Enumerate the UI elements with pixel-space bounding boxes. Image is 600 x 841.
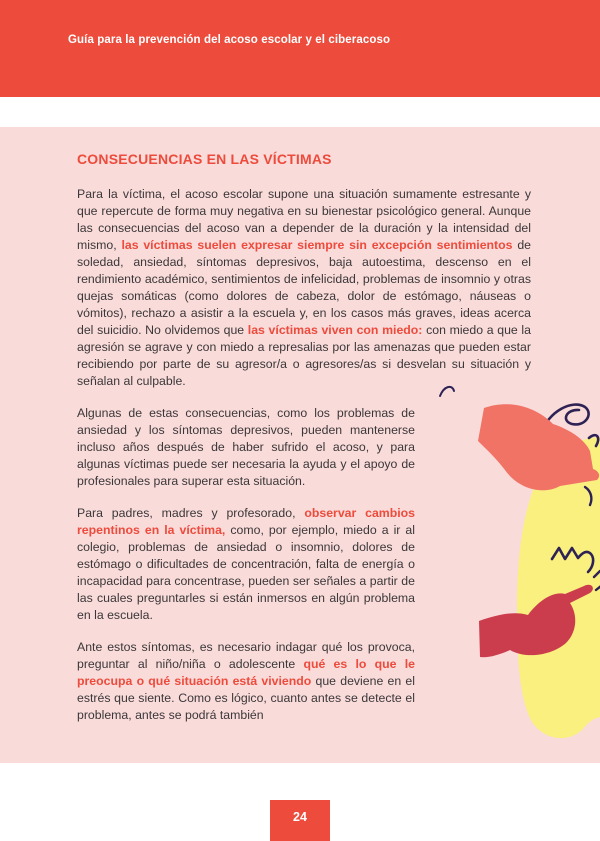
body-text: como, por ejemplo, miedo a ir al colegio, problemas de ansiedad o insomnio, dolores de estómago o dificultades de concentración, falta de energía o incapacidad para concentrase, pueden ser señales a partir de las cuales preguntarles si están inmersos en algún problema en la escuela.: [77, 523, 415, 622]
header-band: [0, 0, 600, 97]
paragraph-1: [77, 186, 531, 390]
page-number: 24: [293, 810, 307, 824]
body-text: de soledad, ansiedad, síntomas depresivos, baja autoestima, descenso en el rendimiento académico, sentimientos de infelicidad, problemas de insomnio y otras quejas somáticas (como dolores de cabeza, dolor de estómago, náuseas o vómitos), rechazo a asistir a la escuela y, en los casos más graves, ideas acerca del suicidio. No olvidemos que: [77, 238, 531, 337]
highlighted-text: las víctimas viven con miedo:: [247, 323, 423, 337]
content-panel: [0, 127, 600, 763]
paragraph-4: [77, 639, 415, 724]
highlighted-text: las víctimas suelen expresar siempre sin excepción sentimientos: [121, 238, 513, 252]
body-text: Algunas de estas consecuencias, como los problemas de ansiedad y los síntomas depresivos, pueden mantenerse incluso años después de haber sufrido el acoso, y para algunas víctimas puede ser necesaria la ayuda y el apoyo de profesionales para superar esta situación.: [77, 406, 415, 488]
document-title: Guía para la prevención del acoso escolar y el ciberacoso: [68, 34, 391, 46]
section-heading: CONSECUENCIAS EN LAS VÍCTIMAS: [77, 151, 332, 167]
highlighted-text: qué es lo que le preocupa o qué situación está viviendo: [77, 657, 415, 688]
text-column: [77, 151, 531, 739]
body-text: Para la víctima, el acoso escolar supone una situación sumamente estresante y que repercute de forma muy negativa en su bienestar psicológico general. Aunque las consecuencias del acoso van a depender de la duración y la intensidad del mismo,: [77, 187, 531, 252]
paragraph-3: [77, 505, 415, 624]
body-text: que deviene en el estrés que siente. Como es lógico, cuanto antes se detecte el problema, antes se podrá también: [77, 674, 415, 722]
paragraph-2: [77, 405, 415, 490]
page-number-box: [270, 800, 330, 841]
paragraphs: [77, 186, 531, 724]
body-text: con miedo a que la agresión se agrave y con miedo a represalias por las amenazas que pueden estar recibiendo por parte de su agresor/a o agresores/as si desvelan su situación y señalan al culpable.: [77, 323, 532, 388]
body-text: Para padres, madres y profesorado,: [77, 506, 305, 520]
body-text: Ante estos síntomas, es necesario indagar qué los provoca, preguntar al niño/niña o adolescente: [77, 640, 415, 671]
highlighted-text: observar cambios repentinos en la víctima,: [77, 506, 415, 537]
